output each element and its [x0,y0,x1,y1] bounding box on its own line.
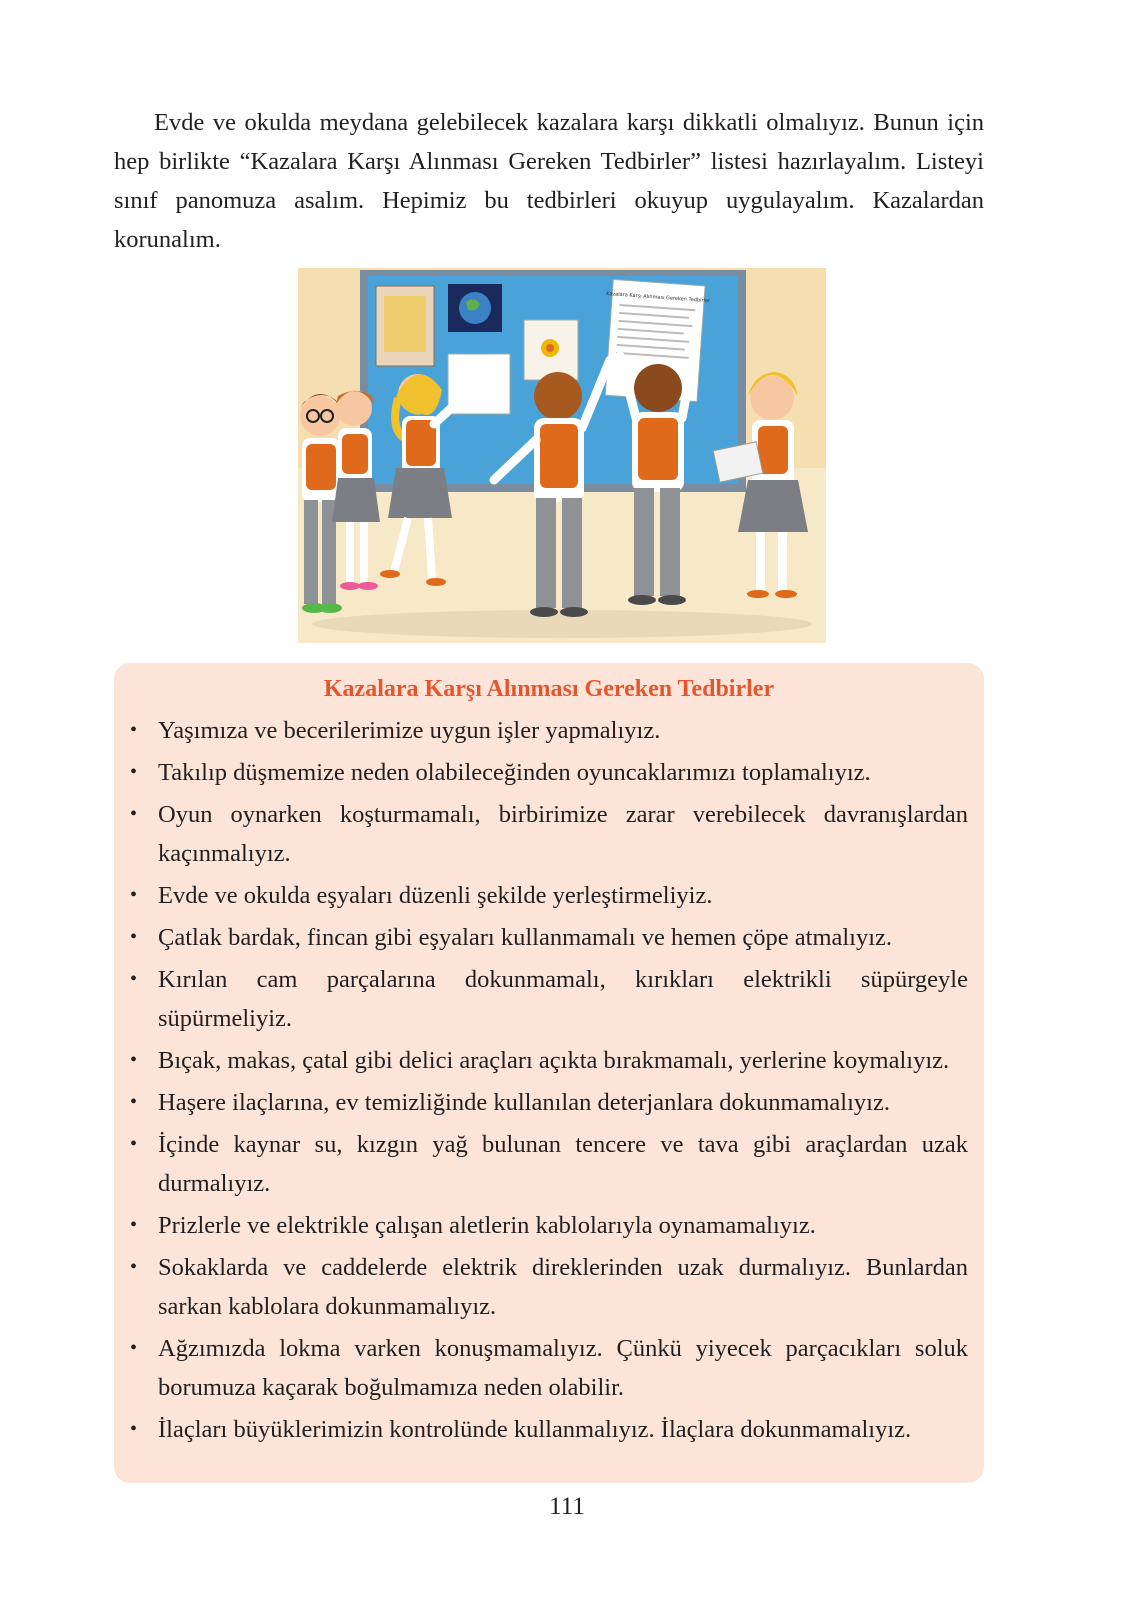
list-item-text: Takılıp düşmemize neden olabileceğinden oyuncaklarımızı toplamalıyız. [158,759,871,786]
poster-title: Kazalara Karşı Alınması Gereken Tedbirler [606,291,711,305]
list-item-text: Kırılan cam parçalarına dokunmamalı, kırıkları elektrikli süpürgeyle süpürmeliyiz. [158,966,968,1032]
list-item-text: Bıçak, makas, çatal gibi delici araçları açıkta bırakmamalı, yerlerine koymalıyız. [158,1047,950,1074]
tips-list [114,711,984,1449]
bullet-icon: • [130,1418,138,1440]
bullet-icon: • [130,884,138,906]
list-item-text: Çatlak bardak, fincan gibi eşyaları kullanmamalı ve hemen çöpe atmalıyız. [158,924,893,951]
list-item [130,1329,968,1407]
list-item [130,711,968,750]
bullet-icon: • [130,719,138,741]
list-item [130,1410,968,1449]
bullet-icon: • [130,926,138,948]
list-item [130,795,968,873]
list-item-text: Oyun oynarken koşturmamalı, birbirimize zarar verebilecek davranışlardan kaçınmalıyız. [158,801,968,867]
tips-title: Kazalara Karşı Alınması Gereken Tedbirler [323,676,775,702]
bullet-icon: • [130,761,138,783]
list-item [130,918,968,957]
bullet-icon: • [130,1256,138,1278]
list-item-text: Haşere ilaçlarına, ev temizliğinde kullanılan deterjanlara dokunmamalıyız. [158,1089,890,1116]
list-item-text: Prizlerle ve elektrikle çalışan aletlerin kablolarıyla oynamamalıyız. [158,1212,816,1239]
list-item [130,876,968,915]
bullet-icon: • [130,1091,138,1113]
bullet-icon: • [130,1214,138,1236]
bulletin-board-illustration [298,268,826,643]
list-item [130,1125,968,1203]
list-item [130,1083,968,1122]
intro-paragraph: Evde ve okulda meydana gelebilecek kazalara karşı dikkatli olmalıyız. Bunun için hep birlikte “Kazalara Karşı Alınması Gereken Tedbirler” listesi hazırlayalım. Listeyi sınıf panomuza asalım. Hepimiz bu tedbirleri okuyup uygulayalım. Kazalardan korunalım. [114,109,984,253]
list-item-text: Yaşımıza ve becerilerimize uygun işler yapmalıyız. [158,717,661,744]
bullet-icon: • [130,1049,138,1071]
list-item-text: Ağzımızda lokma varken konuşmamalıyız. Çünkü yiyecek parçacıkları soluk borumuza kaçarak boğulmamıza neden olabilir. [158,1335,968,1401]
page-number: 111 [549,1493,585,1520]
list-item-text: İçinde kaynar su, kızgın yağ bulunan tencere ve tava gibi araçlardan uzak durmalıyız. [158,1131,968,1197]
list-item [130,1206,968,1245]
list-item [130,1041,968,1080]
bullet-icon: • [130,1133,138,1155]
safety-tips-box [114,663,984,1483]
bullet-icon: • [130,968,138,990]
list-item [130,960,968,1038]
bullet-icon: • [130,803,138,825]
list-item [130,753,968,792]
bullet-icon: • [130,1337,138,1359]
list-item [130,1248,968,1326]
list-item-text: İlaçları büyüklerimizin kontrolünde kullanmalıyız. İlaçlara dokunmamalıyız. [158,1416,912,1443]
list-item-text: Evde ve okulda eşyaları düzenli şekilde yerleştirmeliyiz. [158,882,713,909]
list-item-text: Sokaklarda ve caddelerde elektrik direklerinden uzak durmalıyız. Bunlardan sarkan kablolara dokunmamalıyız. [158,1254,968,1320]
